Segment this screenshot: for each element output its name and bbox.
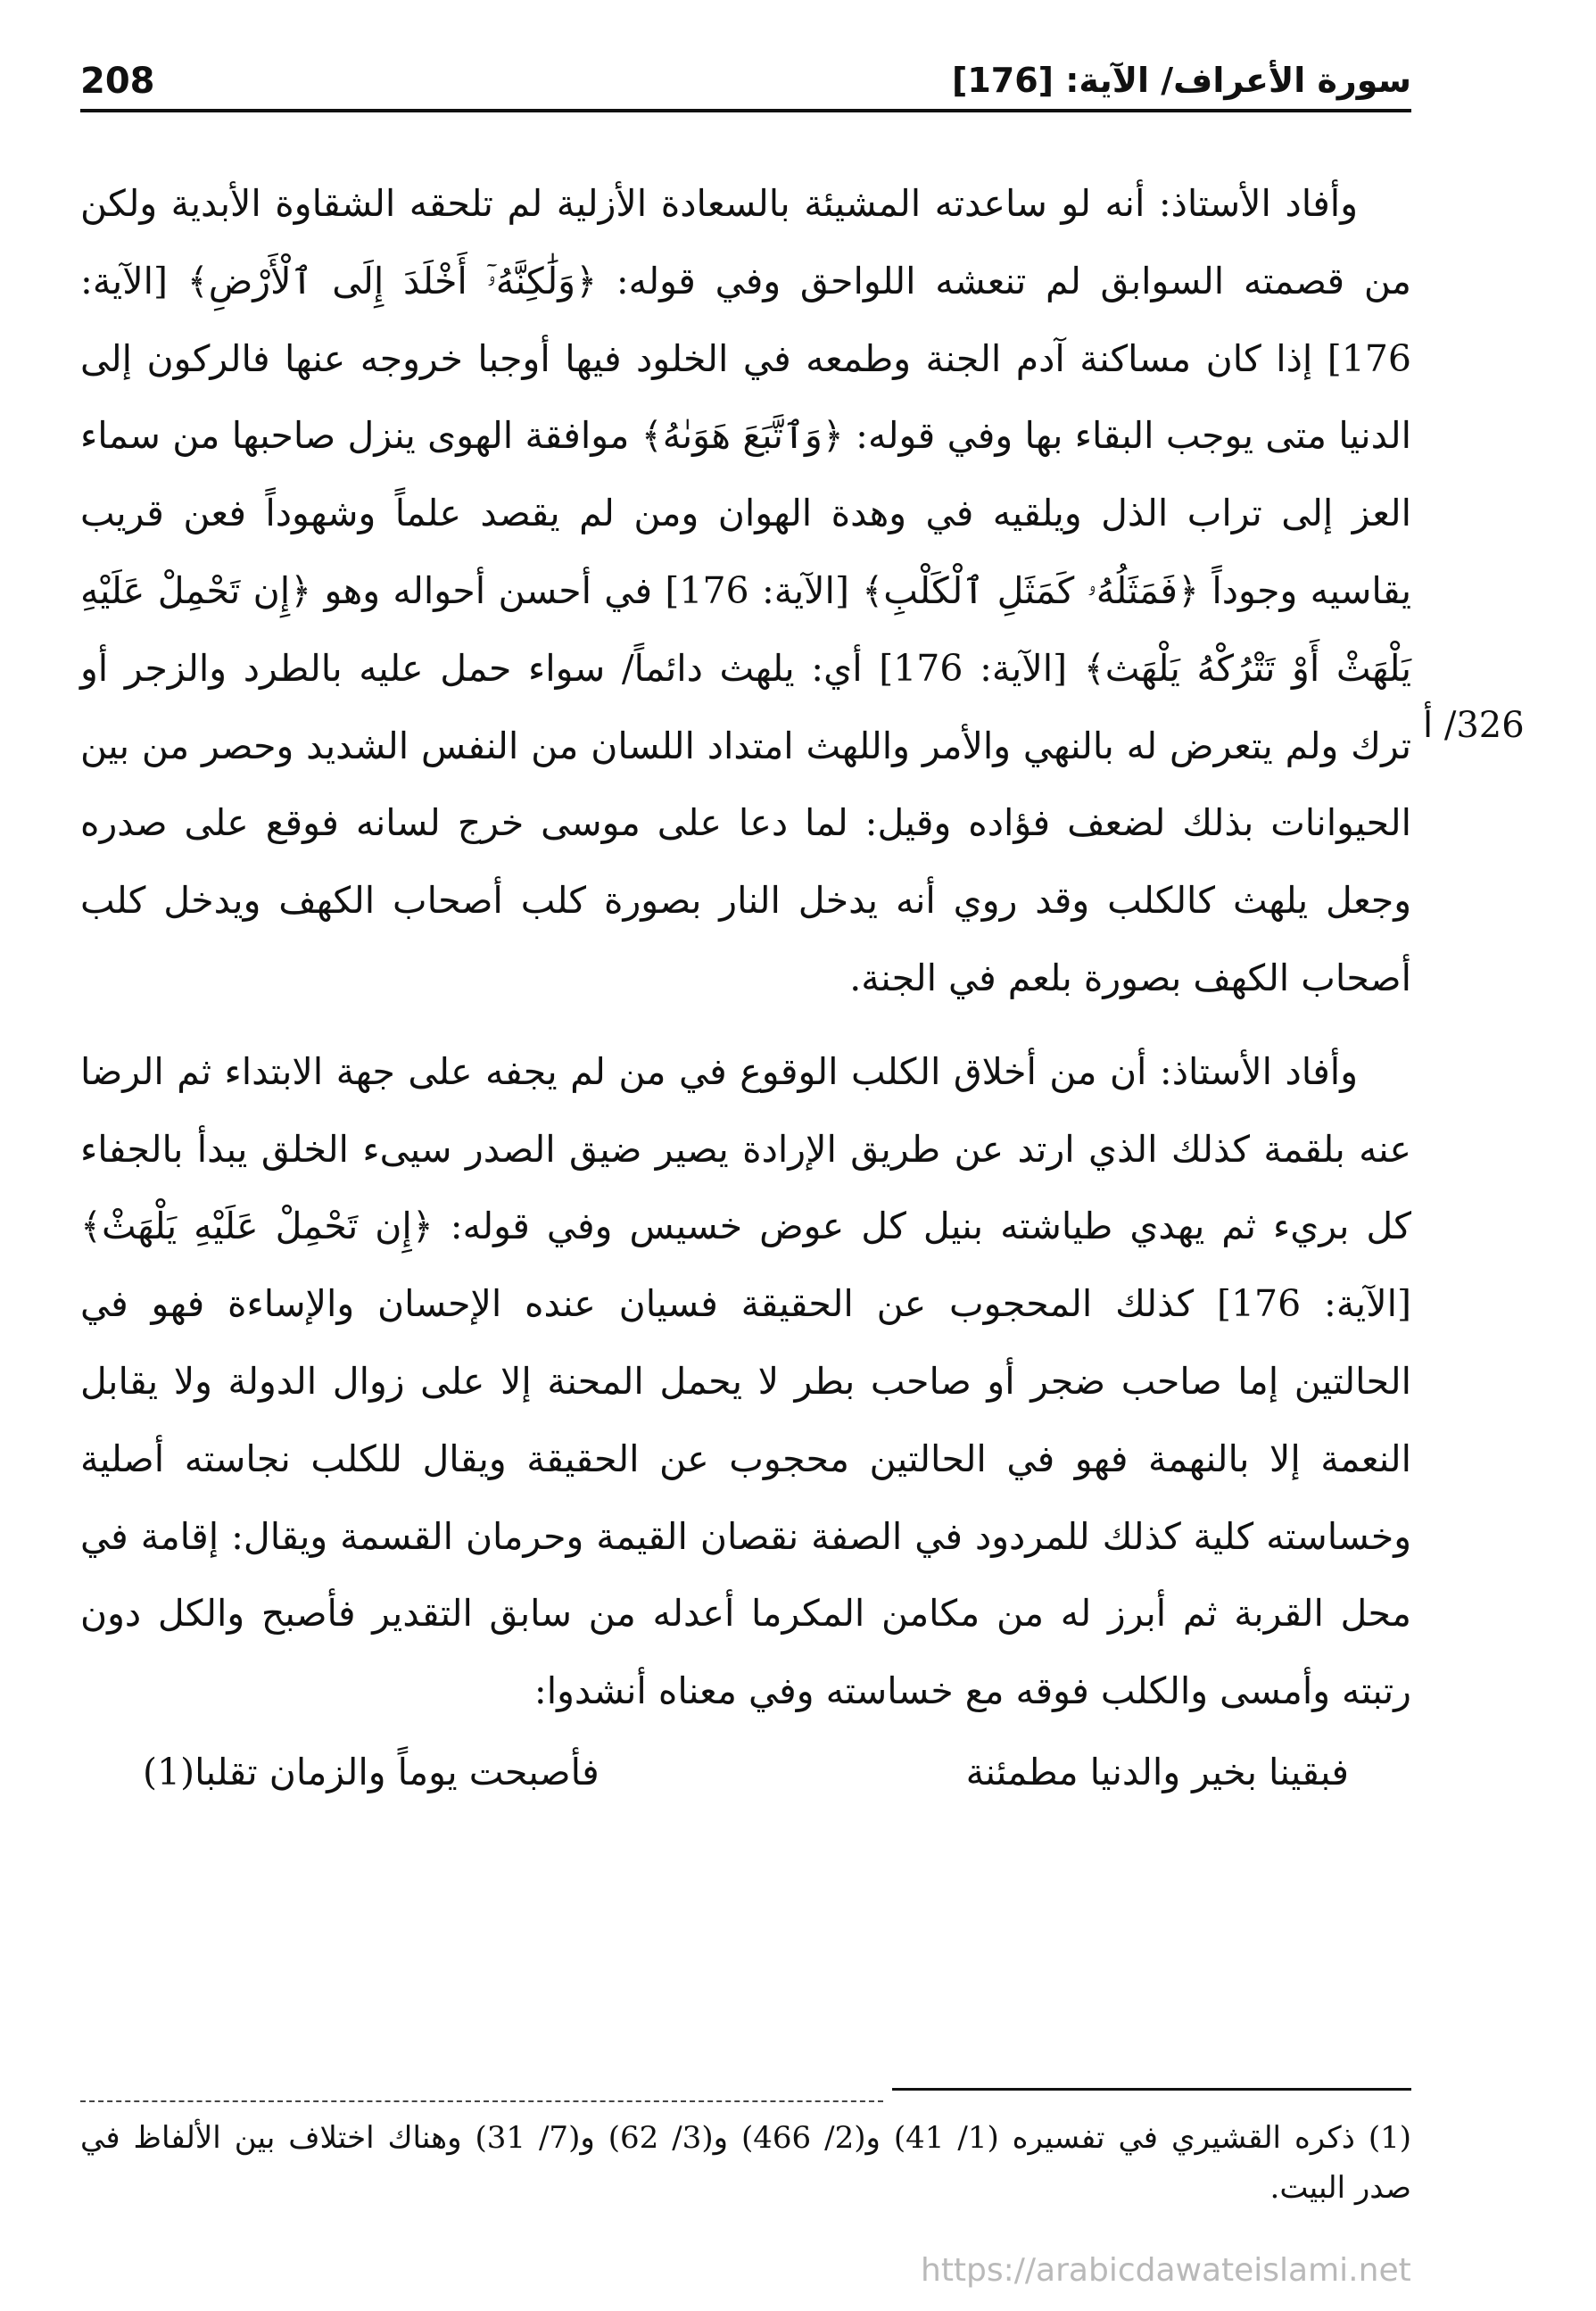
paragraph-1: وأفاد الأستاذ: أنه لو ساعدته المشيئة بالسعادة الأزلية لم تلحقه الشقاوة الأبدية ولكن من قصمته السوابق لم تنعشه اللواحق وفي قوله: ﴿وَلَٰكِنَّهُۥٓ أَخْلَدَ إِلَى ٱلْأَرْضِ﴾ [الآية: 176] إذا كان مساكنة آدم الجنة وطمعه في الخلود فيها أوجبا خروجه عنها فالركون إلى الدنيا متى يوجب البقاء بها وفي قوله: ﴿وَٱتَّبَعَ هَوَىٰهُ﴾ موافقة الهوى ينزل صاحبها من سماء العز إلى تراب الذل ويلقيه في وهدة الهوان ومن لم يقصد علماً وشهوداً فعن قريب يقاسيه وجوداً ﴿فَمَثَلُهُۥ كَمَثَلِ ٱلْكَلْبِ﴾ [الآية: 176] في أحسن أحواله وهو ﴿إِن تَحْمِلْ عَلَيْهِ يَلْهَثْ أَوْ تَتْرُكْهُ يَلْهَث﴾ [الآية: 176] أي: يلهث دائماً/ سواء حمل عليه بالطرد والزجر أو ترك ولم يتعرض له بالنهي والأمر واللهث امتداد اللسان من النفس الشديد وحصر من بين الحيوانات بذلك لضعف فؤاده وقيل: لما دعا على موسى خرج لسانه فوقع على صدره وجعل يلهث كالكلب وقد روي أنه يدخل النار بصورة كلب أصحاب الكهف ويدخل كلب أصحاب الكهف بصورة بلعم في الجنة. <box>80 182 1411 999</box>
paragraph-2: وأفاد الأستاذ: أن من أخلاق الكلب الوقوع في من لم يجفه على جهة الابتداء ثم الرضا عنه بلقمة كذلك الذي ارتد عن طريق الإرادة يصير ضيق الصدر سيىء الخلق يبدأ بالجفاء كل بريء ثم يهدي طياشته بنيل كل عوض خسيس وفي قوله: ﴿إِن تَحْمِلْ عَلَيْهِ يَلْهَثْ﴾ [الآية: 176] كذلك المحجوب عن الحقيقة فسيان عنده الإحسان والإساءة فهو في الحالتين إما صاحب ضجر أو صاحب بطر لا يحمل المحنة إلا على زوال الدولة ولا يقابل النعمة إلا بالنهمة فهو في الحالتين محجوب عن الحقيقة ويقال للكلب نجاسته أصلية وخساسته كلية كذلك للمردود في الصفة نقصان القيمة وحرمان القسمة ويقال: إقامة في محل القربة ثم أبرز له من مكامن المكرما أعدله من سابق التقدير فأصبح والكل دون رتبته وأمسى والكلب فوقه مع خساسته وفي معناه أنشدوا: <box>80 1049 1411 1713</box>
poetry-verse <box>80 1734 1411 1810</box>
footnote-divider <box>892 2088 1411 2091</box>
verse-first-hemistich: فبقينا بخير والدنيا مطمئنة <box>965 1750 1349 1793</box>
body-text <box>80 165 1411 1810</box>
folio-marker: 326/ أ <box>1423 705 1525 746</box>
footnote-1: (1) ذكره القشيري في تفسيره (1/ 41) و(2/ 466) و(3/ 62) و(7/ 31) وهناك اختلاف بين الألفاظ في صدر البيت. <box>80 2120 1411 2206</box>
running-title: سورة الأعراف/ الآية: [176] <box>951 61 1411 100</box>
footnotes <box>80 2113 1411 2213</box>
page-number: 208 <box>80 61 155 102</box>
verse-second-hemistich: فأصبحت يوماً والزمان تقلبا(1) <box>143 1750 600 1793</box>
footnote-divider-dashed <box>80 2100 883 2102</box>
watermark-url: https://arabicdawateislami.net <box>921 2252 1411 2289</box>
page-header <box>80 55 1411 112</box>
